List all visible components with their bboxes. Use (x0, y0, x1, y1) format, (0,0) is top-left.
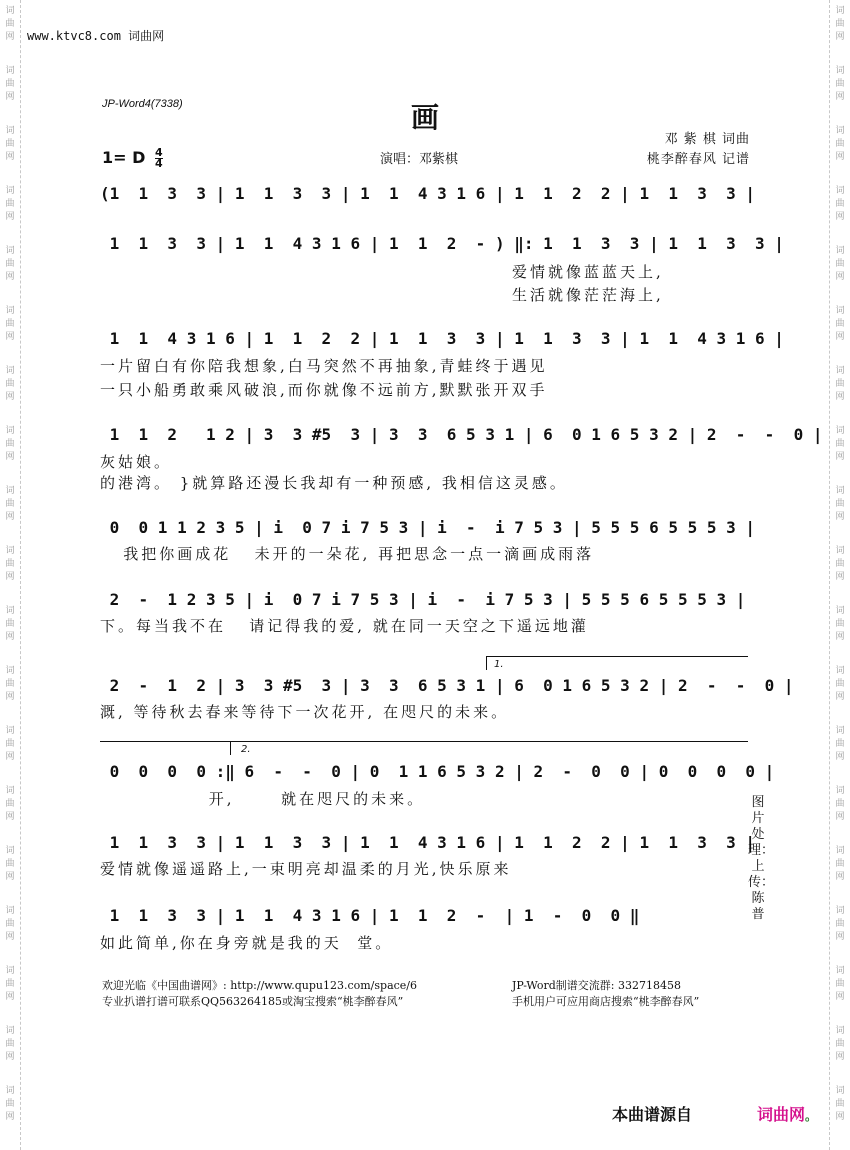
watermark-char: 曲 (5, 319, 15, 329)
watermark-char: 词 (835, 66, 845, 76)
watermark-char: 网 (5, 392, 15, 402)
watermark-char: 曲 (835, 499, 845, 509)
watermark-char: 词 (835, 126, 845, 136)
footer-mobile: 手机用户可应用商店搜索“桃李醉春风” (512, 995, 700, 1008)
watermark-char: 网 (835, 272, 845, 282)
time-signature (155, 148, 163, 169)
score-row-2-lyric-2: 生活就像茫茫海上, (512, 286, 664, 304)
watermark-char: 曲 (5, 559, 15, 569)
volta-2-bracket-edge (230, 741, 231, 755)
watermark-char: 曲 (835, 559, 845, 569)
watermark-char: 词 (835, 546, 845, 556)
watermark-char: 曲 (5, 979, 15, 989)
watermark-char: 曲 (5, 439, 15, 449)
watermark-char: 网 (5, 872, 15, 882)
score-row-9-lyric: 爱情就像遥遥路上,一束明亮却温柔的月光,快乐原来 (100, 860, 512, 878)
watermark-char: 网 (835, 572, 845, 582)
watermark-char: 网 (5, 1112, 15, 1122)
watermark-char: 词 (5, 6, 15, 16)
watermark-char: 曲 (835, 739, 845, 749)
watermark-char: 曲 (5, 1039, 15, 1049)
watermark-char: 词 (5, 426, 15, 436)
watermark-char: 网 (835, 392, 845, 402)
watermark-char: 曲 (835, 439, 845, 449)
watermark-char: 词 (835, 906, 845, 916)
watermark-char: 网 (5, 812, 15, 822)
score-row-9-notes: 1 1 3 3 | 1 1 3 3 | 1 1 4 3 1 6 | 1 1 2 2 | 1 1 3 3 | (100, 833, 756, 852)
watermark-char: 曲 (835, 859, 845, 869)
watermark-char: 网 (835, 1052, 845, 1062)
score-row-3-notes: 1 1 4 3 1 6 | 1 1 2 2 | 1 1 3 3 | 1 1 3 3 | 1 1 4 3 1 6 | (100, 329, 784, 348)
software-version: JP-Word4(7338) (102, 98, 183, 110)
watermark-char: 词 (835, 1026, 845, 1036)
watermark-char: 词 (5, 126, 15, 136)
watermark-char: 词 (5, 906, 15, 916)
watermark-char: 词 (5, 546, 15, 556)
score-row-8-notes: 0 0 0 0 :‖ 6 - - 0 | 0 1 1 6 5 3 2 | 2 - 0 0 | 0 0 0 0 | (100, 762, 775, 781)
watermark-char: 网 (835, 32, 845, 42)
watermark-char: 曲 (5, 739, 15, 749)
watermark-char: 网 (5, 512, 15, 522)
score-row-4-lyric-1: 灰姑娘。 (100, 453, 173, 471)
watermark-char: 网 (5, 692, 15, 702)
watermark-char: 词 (5, 966, 15, 976)
watermark-char: 词 (5, 186, 15, 196)
watermark-char: 网 (5, 332, 15, 342)
key-label: 1= D (102, 148, 146, 167)
watermark-char: 曲 (835, 1099, 845, 1109)
watermark-char: 词 (5, 306, 15, 316)
watermark-char: 曲 (835, 1039, 845, 1049)
watermark-char: 网 (5, 752, 15, 762)
watermark-char: 曲 (5, 619, 15, 629)
score-row-5-notes: 0 0 1 1 2 3 5 | i 0 7 i 7 5 3 | i - i 7 5 3 | 5 5 5 6 5 5 5 3 | (100, 518, 756, 537)
watermark-char: 曲 (5, 1099, 15, 1109)
time-top: 4 (154, 146, 163, 159)
watermark-char: 曲 (5, 799, 15, 809)
brand-name: 词曲网 (757, 1105, 806, 1124)
song-title: 画 (410, 101, 439, 134)
score-row-7-lyric: 溉, 等待秋去春来等待下一次花开, 在咫尺的未来。 (100, 703, 510, 721)
score-row-10-notes: 1 1 3 3 | 1 1 4 3 1 6 | 1 1 2 - | 1 - 0 0 ‖ (100, 906, 640, 925)
watermark-char: 网 (835, 872, 845, 882)
footer-group: JP-Word制谱交流群: 332718458 (512, 979, 681, 992)
watermark-char: 网 (835, 92, 845, 102)
brand-logo (757, 1102, 817, 1125)
watermark-char: 曲 (5, 199, 15, 209)
watermark-char: 词 (5, 1026, 15, 1036)
watermark-char: 词 (835, 246, 845, 256)
footer-website: 欢迎光临《中国曲谱网》: http://www.qupu123.com/space/6 (102, 979, 418, 992)
watermark-char: 词 (835, 666, 845, 676)
watermark-char: 词 (835, 426, 845, 436)
watermark-char: 网 (5, 452, 15, 462)
left-watermark-strip (0, 0, 21, 1150)
score-row-3-lyric-1: 一片留白有你陪我想象,白马突然不再抽象,青蛙终于遇见 (100, 357, 548, 375)
watermark-char: 曲 (835, 259, 845, 269)
watermark-char: 网 (5, 932, 15, 942)
volta-1-label: 1. (494, 659, 504, 670)
watermark-char: 词 (5, 1086, 15, 1096)
watermark-char: 网 (835, 212, 845, 222)
watermark-char: 曲 (835, 319, 845, 329)
watermark-char: 曲 (5, 919, 15, 929)
watermark-char: 网 (5, 1052, 15, 1062)
watermark-char: 曲 (5, 859, 15, 869)
watermark-char: 网 (835, 512, 845, 522)
score-row-4-notes: 1 1 2 1 2 | 3 3 #5 3 | 3 3 6 5 3 1 | 6 0 1 6 5 3 2 | 2 - - 0 | (100, 425, 823, 444)
watermark-char: 网 (835, 812, 845, 822)
watermark-char: 曲 (835, 379, 845, 389)
watermark-char: 词 (835, 786, 845, 796)
watermark-char: 网 (835, 1112, 845, 1122)
composer-credit: 邓 紫 棋 词曲 (664, 132, 750, 147)
watermark-char: 曲 (835, 619, 845, 629)
watermark-char: 网 (835, 332, 845, 342)
volta-2-bracket (230, 741, 748, 742)
footer-contact: 专业扒谱打谱可联系QQ563264185或淘宝搜索“桃李醉春风” (102, 995, 404, 1008)
watermark-char: 词 (5, 246, 15, 256)
watermark-char: 曲 (5, 259, 15, 269)
watermark-char: 网 (835, 752, 845, 762)
watermark-char: 曲 (835, 79, 845, 89)
watermark-char: 曲 (5, 19, 15, 29)
transcriber-credit: 桃李醉春风 记谱 (646, 152, 750, 167)
watermark-char: 词 (835, 6, 845, 16)
watermark-char: 词 (5, 66, 15, 76)
time-bottom: 4 (154, 157, 163, 170)
watermark-char: 曲 (835, 979, 845, 989)
score-row-10-lyric: 如此简单,你在身旁就是我的天 堂。 (100, 934, 394, 952)
volta-1-bracket-edge (486, 656, 487, 670)
watermark-char: 网 (835, 992, 845, 1002)
score-row-6-lyric: 下。每当我不在 请记得我的爱, 就在同一天空之下遥远地灌 (100, 617, 589, 635)
volta-2-label: 2. (241, 744, 251, 755)
watermark-char: 词 (5, 486, 15, 496)
watermark-char: 曲 (835, 139, 845, 149)
score-row-2-lyric-1: 爱情就像蓝蓝天上, (512, 263, 664, 281)
score-row-6-notes: 2 - 1 2 3 5 | i 0 7 i 7 5 3 | i - i 7 5 3 | 5 5 5 6 5 5 5 3 | (100, 590, 746, 609)
watermark-char: 网 (5, 992, 15, 1002)
watermark-char: 词 (5, 606, 15, 616)
score-row-3-lyric-2: 一只小船勇敢乘风破浪,而你就像不远前方,默默张开双手 (100, 381, 548, 399)
site-watermark: www.ktvc8.com 词曲网 (27, 29, 165, 43)
watermark-char: 词 (835, 306, 845, 316)
watermark-char: 词 (835, 366, 845, 376)
volta-end-line (100, 741, 230, 742)
watermark-char: 网 (5, 572, 15, 582)
score-row-5-lyric: 我把你画成花 未开的一朵花, 再把思念一点一滴画成雨落 (100, 545, 595, 563)
watermark-char: 词 (835, 846, 845, 856)
watermark-char: 曲 (5, 139, 15, 149)
watermark-char: 词 (835, 606, 845, 616)
right-watermark-strip (829, 0, 850, 1150)
score-row-2-notes: 1 1 3 3 | 1 1 4 3 1 6 | 1 1 2 - ) ‖: 1 1 3 3 | 1 1 3 3 | (100, 234, 784, 253)
volta-1-bracket (486, 656, 748, 657)
watermark-char: 曲 (835, 199, 845, 209)
watermark-char: 曲 (5, 79, 15, 89)
watermark-char: 网 (5, 212, 15, 222)
watermark-char: 网 (5, 632, 15, 642)
watermark-char: 网 (5, 92, 15, 102)
watermark-char: 网 (5, 272, 15, 282)
watermark-char: 曲 (835, 679, 845, 689)
watermark-char: 词 (5, 846, 15, 856)
watermark-char: 词 (5, 366, 15, 376)
score-row-7-notes: 2 - 1 2 | 3 3 #5 3 | 3 3 6 5 3 1 | 6 0 1 6 5 3 2 | 2 - - 0 | (100, 676, 794, 695)
watermark-char: 网 (835, 152, 845, 162)
watermark-char: 曲 (835, 19, 845, 29)
watermark-char: 词 (5, 786, 15, 796)
watermark-char: 词 (835, 966, 845, 976)
key-signature (102, 148, 163, 169)
watermark-char: 曲 (835, 919, 845, 929)
watermark-char: 网 (835, 632, 845, 642)
singer-credit: 演唱：邓紫棋 (380, 152, 459, 167)
watermark-char: 词 (835, 1086, 845, 1096)
watermark-char: 曲 (835, 799, 845, 809)
watermark-char: 网 (835, 692, 845, 702)
watermark-char: 词 (835, 186, 845, 196)
watermark-char: 曲 (5, 379, 15, 389)
image-credit: 图片处理：上传：陈普 (748, 795, 775, 922)
score-row-4-lyric-2: 的港湾。 }就算路还漫长我却有一种预感, 我相信这灵感。 (100, 474, 568, 492)
source-label: 本曲谱源自 (612, 1105, 693, 1124)
watermark-char: 词 (835, 726, 845, 736)
score-row-1-notes: (1 1 3 3 | 1 1 3 3 | 1 1 4 3 1 6 | 1 1 2 2 | 1 1 3 3 | (100, 184, 756, 203)
watermark-char: 曲 (5, 499, 15, 509)
watermark-char: 网 (835, 452, 845, 462)
watermark-char: 网 (835, 932, 845, 942)
watermark-char: 词 (835, 486, 845, 496)
brand-dot: 。 (805, 1109, 818, 1123)
watermark-char: 词 (5, 666, 15, 676)
score-row-8-lyric: 开, 就在咫尺的未来。 (100, 790, 426, 808)
watermark-char: 网 (5, 32, 15, 42)
watermark-char: 曲 (5, 679, 15, 689)
watermark-char: 网 (5, 152, 15, 162)
watermark-char: 词 (5, 726, 15, 736)
